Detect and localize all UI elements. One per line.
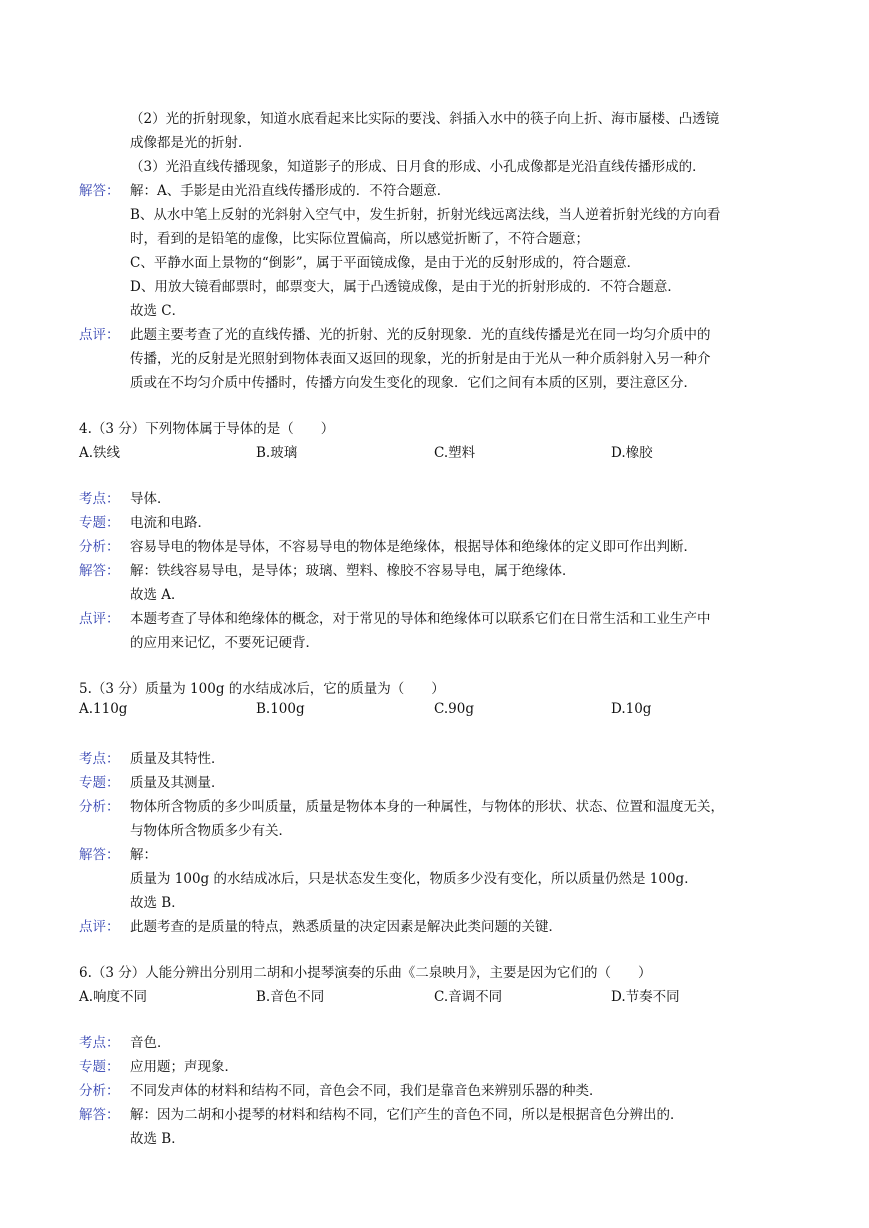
q5-zhuanti: 质量及其测量． <box>130 775 225 791</box>
q6-stem: 6.（3 分）人能分辨出分别用二胡和小提琴演奏的乐曲《二泉映月》，主要是因为它们的（ ） <box>79 965 652 981</box>
q3-answer-line-3: 时，看到的是铅笔的虚像，比实际位置偏高，所以感觉折断了，不符合题意； <box>130 231 589 247</box>
q3-comment-label: 点评： <box>79 327 120 343</box>
q5-answer-line-2: 质量为 100g 的水结成冰后，只是状态发生变化，物质多少没有变化，所以质量仍然是 100g． <box>130 871 698 887</box>
intro-line-1: （2）光的折射现象，知道水底看起来比实际的要浅、斜插入水中的筷子向上折、海市蜃楼、凸透镜 <box>130 111 720 127</box>
q6-kaodian: 音色． <box>130 1035 171 1051</box>
q4-option-c: C.塑料 <box>434 445 476 461</box>
q6-fenxi-label: 分析： <box>79 1083 120 1099</box>
q5-answer-line-1: 解： <box>130 847 157 863</box>
q4-kaodian: 导体． <box>130 491 171 507</box>
q4-answer-line-2: 故选 A． <box>130 587 185 603</box>
q5-kaodian-label: 考点： <box>79 751 120 767</box>
q5-fenxi-label: 分析： <box>79 799 120 815</box>
q4-fenxi-line-1: 容易导电的物体是导体，不容易导电的物体是绝缘体，根据导体和绝缘体的定义即可作出判断． <box>130 539 697 555</box>
q5-option-d: D.10g <box>611 701 652 717</box>
q3-comment-line-2: 传播，光的反射是光照射到物体表面又返回的现象，光的折射是由于光从一种介质斜射入另一种介 <box>130 351 711 367</box>
q4-zhuanti: 电流和电路． <box>130 515 211 531</box>
q6-answer-line-2: 故选 B． <box>130 1131 185 1147</box>
q3-answer-line-1: 解：A、手影是由光沿直线传播形成的．不符合题意． <box>130 183 451 199</box>
q4-comment-line-2: 的应用来记忆，不要死记硬背． <box>130 635 319 651</box>
q6-answer-line-1: 解：因为二胡和小提琴的材料和结构不同，它们产生的音色不同，所以是根据音色分辨出的． <box>130 1107 684 1123</box>
q6-option-a: A.响度不同 <box>79 989 148 1005</box>
q3-comment-line-1: 此题主要考查了光的直线传播、光的折射、光的反射现象．光的直线传播是光在同一均匀介质中的 <box>130 327 711 343</box>
q5-option-c: C.90g <box>434 701 474 717</box>
q6-fenxi-line-1: 不同发声体的材料和结构不同，音色会不同，我们是靠音色来辨别乐器的种类． <box>130 1083 603 1099</box>
q5-comment-line-1: 此题考查的是质量的特点，熟悉质量的决定因素是解决此类问题的关键． <box>130 919 562 935</box>
q5-answer-line-3: 故选 B． <box>130 895 185 911</box>
q6-option-c: C.音调不同 <box>434 989 503 1005</box>
q4-answer-label: 解答： <box>79 563 120 579</box>
q5-answer-label: 解答： <box>79 847 120 863</box>
q4-stem: 4.（3 分）下列物体属于导体的是（ ） <box>79 421 335 437</box>
q3-answer-label: 解答： <box>79 183 120 199</box>
q6-kaodian-label: 考点： <box>79 1035 120 1051</box>
q6-option-b: B.音色不同 <box>256 989 325 1005</box>
q5-option-a: A.110g <box>79 701 128 717</box>
q5-fenxi-line-2: 与物体所含物质多少有关． <box>130 823 292 839</box>
q3-answer-line-5: D、用放大镜看邮票时，邮票变大，属于凸透镜成像，是由于光的折射形成的．不符合题意． <box>130 279 681 295</box>
q5-stem: 5.（3 分）质量为 100g 的水结成冰后，它的质量为（ ） <box>79 681 445 697</box>
q4-fenxi-label: 分析： <box>79 539 120 555</box>
q5-kaodian: 质量及其特性． <box>130 751 225 767</box>
q4-option-b: B.玻璃 <box>256 445 298 461</box>
intro-line-2: 成像都是光的折射． <box>130 135 252 151</box>
q4-kaodian-label: 考点： <box>79 491 120 507</box>
q4-comment-line-1: 本题考查了导体和绝缘体的概念，对于常见的导体和绝缘体可以联系它们在日常生活和工业生产中 <box>130 611 711 627</box>
q4-answer-line-1: 解：铁线容易导电，是导体；玻璃、塑料、橡胶不容易导电，属于绝缘体． <box>130 563 576 579</box>
q4-zhuanti-label: 专题： <box>79 515 120 531</box>
q5-zhuanti-label: 专题： <box>79 775 120 791</box>
q3-answer-line-6: 故选 C． <box>130 303 186 319</box>
q3-answer-line-4: C、平静水面上景物的“倒影”，属于平面镜成像，是由于光的反射形成的，符合题意． <box>130 255 641 271</box>
q6-zhuanti-label: 专题： <box>79 1059 120 1075</box>
q6-answer-label: 解答： <box>79 1107 120 1123</box>
q4-comment-label: 点评： <box>79 611 120 627</box>
q6-zhuanti: 应用题；声现象． <box>130 1059 238 1075</box>
q5-comment-label: 点评： <box>79 919 120 935</box>
q3-answer-line-2: B、从水中笔上反射的光斜射入空气中，发生折射，折射光线远离法线，当人逆着折射光线的方向看 <box>130 207 721 223</box>
q4-option-a: A.铁线 <box>79 445 121 461</box>
q5-fenxi-line-1: 物体所含物质的多少叫质量，质量是物体本身的一种属性，与物体的形状、状态、位置和温度无关， <box>130 799 724 815</box>
q3-comment-line-3: 质或在不均匀介质中传播时，传播方向发生变化的现象．它们之间有本质的区别，要注意区分． <box>130 375 697 391</box>
q5-option-b: B.100g <box>256 701 305 717</box>
intro-line-3: （3）光沿直线传播现象，知道影子的形成、日月食的形成、小孔成像都是光沿直线传播形成的． <box>130 159 706 175</box>
q4-option-d: D.橡胶 <box>611 445 653 461</box>
q6-option-d: D.节奏不同 <box>611 989 680 1005</box>
